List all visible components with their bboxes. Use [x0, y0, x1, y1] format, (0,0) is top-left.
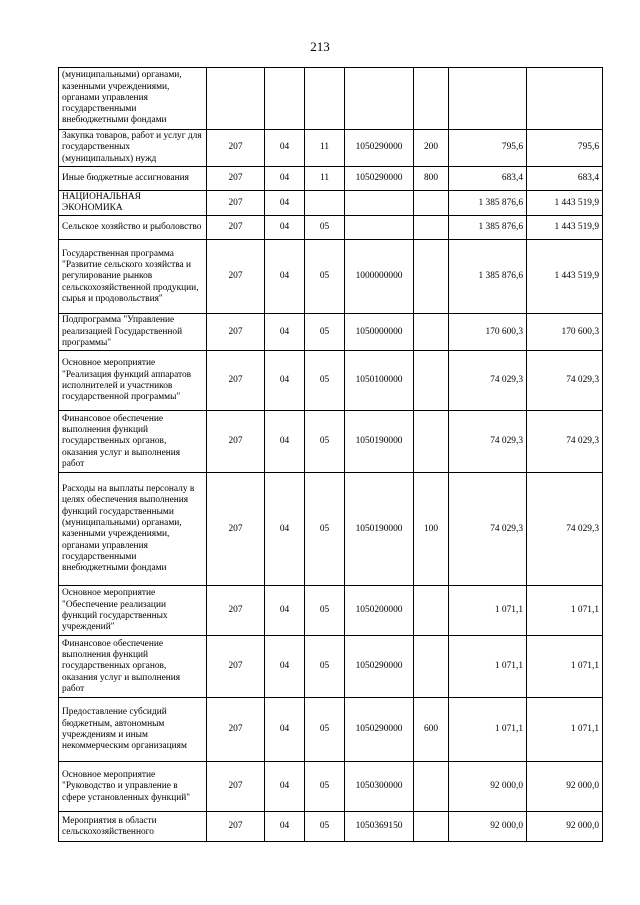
- expense-type-code: 100: [414, 473, 449, 586]
- target-article-code: 1050290000: [345, 636, 414, 698]
- amount-year-1: [449, 68, 527, 130]
- amount-year-1: 1 071,1: [449, 698, 527, 762]
- target-article-code: 1050290000: [345, 130, 414, 167]
- amount-year-1: 74 029,3: [449, 473, 527, 586]
- amount-year-1: 92 000,0: [449, 812, 527, 842]
- section-code: 04: [265, 130, 305, 167]
- subsection-code: 05: [305, 762, 345, 812]
- subsection-code: 05: [305, 351, 345, 411]
- amount-year-2: 92 000,0: [527, 812, 603, 842]
- amount-year-2: 1 071,1: [527, 586, 603, 636]
- amount-year-1: 170 600,3: [449, 314, 527, 351]
- amount-year-2: 1 443 519,9: [527, 240, 603, 314]
- section-code: 04: [265, 812, 305, 842]
- amount-year-1: 1 071,1: [449, 586, 527, 636]
- subsection-code: 11: [305, 130, 345, 167]
- expense-type-code: 600: [414, 698, 449, 762]
- amount-year-2: [527, 68, 603, 130]
- ministry-code: 207: [207, 698, 265, 762]
- expense-type-code: [414, 190, 449, 216]
- row-name: Основное мероприятие "Реализация функций аппаратов исполнителей и участников государственной программы": [59, 351, 207, 411]
- amount-year-1: 74 029,3: [449, 351, 527, 411]
- target-article-code: 1050200000: [345, 586, 414, 636]
- row-name: Финансовое обеспечение выполнения функций государственных органов, оказания услуг и выполнения работ: [59, 411, 207, 473]
- table-row: [59, 762, 603, 812]
- expense-type-code: [414, 351, 449, 411]
- ministry-code: 207: [207, 166, 265, 190]
- target-article-code: 1050000000: [345, 314, 414, 351]
- expense-type-code: [414, 216, 449, 240]
- subsection-code: [305, 68, 345, 130]
- row-name: Финансовое обеспечение выполнения функций государственных органов, оказания услуг и выполнения работ: [59, 636, 207, 698]
- amount-year-1: 1 385 876,6: [449, 190, 527, 216]
- target-article-code: [345, 216, 414, 240]
- row-name: Закупка товаров, работ и услуг для государственных (муниципальных) нужд: [59, 130, 207, 167]
- amount-year-1: 1 385 876,6: [449, 216, 527, 240]
- amount-year-2: 1 443 519,9: [527, 190, 603, 216]
- row-name: Основное мероприятие "Обеспечение реализации функций государственных учреждений": [59, 586, 207, 636]
- table-row: [59, 812, 603, 842]
- table-row: [59, 411, 603, 473]
- amount-year-2: 1 071,1: [527, 698, 603, 762]
- row-name: Государственная программа "Развитие сельского хозяйства и регулирование рынков сельскохозяйственной продукции, сырья и продовольствия": [59, 240, 207, 314]
- subsection-code: 05: [305, 216, 345, 240]
- amount-year-1: 795,6: [449, 130, 527, 167]
- table-row: [59, 473, 603, 586]
- ministry-code: 207: [207, 190, 265, 216]
- target-article-code: 1050190000: [345, 473, 414, 586]
- amount-year-2: 74 029,3: [527, 411, 603, 473]
- amount-year-1: 74 029,3: [449, 411, 527, 473]
- target-article-code: 1050300000: [345, 762, 414, 812]
- amount-year-2: 92 000,0: [527, 762, 603, 812]
- amount-year-1: 92 000,0: [449, 762, 527, 812]
- table-row: [59, 586, 603, 636]
- expense-type-code: [414, 314, 449, 351]
- table-row: [59, 68, 603, 130]
- row-name: Иные бюджетные ассигнования: [59, 166, 207, 190]
- subsection-code: 05: [305, 314, 345, 351]
- ministry-code: 207: [207, 411, 265, 473]
- subsection-code: 05: [305, 473, 345, 586]
- ministry-code: 207: [207, 762, 265, 812]
- page-number: 213: [310, 39, 330, 54]
- row-name: Основное мероприятие "Руководство и управление в сфере установленных функций": [59, 762, 207, 812]
- amount-year-1: 1 385 876,6: [449, 240, 527, 314]
- ministry-code: 207: [207, 812, 265, 842]
- section-code: 04: [265, 216, 305, 240]
- ministry-code: 207: [207, 636, 265, 698]
- expense-type-code: [414, 240, 449, 314]
- expense-type-code: [414, 68, 449, 130]
- table-row: [59, 636, 603, 698]
- table-row: [59, 314, 603, 351]
- amount-year-1: 683,4: [449, 166, 527, 190]
- section-code: 04: [265, 411, 305, 473]
- ministry-code: 207: [207, 130, 265, 167]
- row-name: Сельское хозяйство и рыболовство: [59, 216, 207, 240]
- ministry-code: 207: [207, 216, 265, 240]
- expense-type-code: [414, 812, 449, 842]
- section-code: 04: [265, 636, 305, 698]
- target-article-code: 1050100000: [345, 351, 414, 411]
- ministry-code: 207: [207, 314, 265, 351]
- subsection-code: [305, 190, 345, 216]
- row-name: Расходы на выплаты персоналу в целях обеспечения выполнения функций государственными (муниципальными) органами, казенными учреждениями, органами управления государственными внебюджетными фондами: [59, 473, 207, 586]
- table-row: [59, 190, 603, 216]
- section-code: 04: [265, 586, 305, 636]
- table-row: [59, 351, 603, 411]
- subsection-code: 05: [305, 698, 345, 762]
- section-code: 04: [265, 190, 305, 216]
- row-name: (муниципальными) органами, казенными учреждениями, органами управления государственными внебюджетными фондами: [59, 68, 207, 130]
- table-row: [59, 130, 603, 167]
- amount-year-1: 1 071,1: [449, 636, 527, 698]
- section-code: 04: [265, 166, 305, 190]
- section-code: 04: [265, 314, 305, 351]
- target-article-code: 1050290000: [345, 166, 414, 190]
- subsection-code: 05: [305, 812, 345, 842]
- ministry-code: 207: [207, 351, 265, 411]
- row-name: Предоставление субсидий бюджетным, автономным учреждениям и иным некоммерческим организациям: [59, 698, 207, 762]
- amount-year-2: 683,4: [527, 166, 603, 190]
- section-code: 04: [265, 473, 305, 586]
- row-name: НАЦИОНАЛЬНАЯ ЭКОНОМИКА: [59, 190, 207, 216]
- expense-type-code: [414, 586, 449, 636]
- target-article-code: [345, 190, 414, 216]
- section-code: [265, 68, 305, 130]
- ministry-code: 207: [207, 240, 265, 314]
- section-code: 04: [265, 240, 305, 314]
- table-row: [59, 240, 603, 314]
- amount-year-2: 1 443 519,9: [527, 216, 603, 240]
- budget-table: [58, 67, 603, 842]
- expense-type-code: 200: [414, 130, 449, 167]
- amount-year-2: 74 029,3: [527, 473, 603, 586]
- row-name: Подпрограмма "Управление реализацией Государственной программы": [59, 314, 207, 351]
- table-row: [59, 216, 603, 240]
- expense-type-code: [414, 636, 449, 698]
- amount-year-2: 170 600,3: [527, 314, 603, 351]
- expense-type-code: 800: [414, 166, 449, 190]
- ministry-code: 207: [207, 586, 265, 636]
- target-article-code: 1050190000: [345, 411, 414, 473]
- ministry-code: [207, 68, 265, 130]
- target-article-code: 1000000000: [345, 240, 414, 314]
- amount-year-2: 795,6: [527, 130, 603, 167]
- subsection-code: 11: [305, 166, 345, 190]
- subsection-code: 05: [305, 636, 345, 698]
- section-code: 04: [265, 351, 305, 411]
- subsection-code: 05: [305, 240, 345, 314]
- row-name: Мероприятия в области сельскохозяйственного: [59, 812, 207, 842]
- table-row: [59, 698, 603, 762]
- target-article-code: [345, 68, 414, 130]
- section-code: 04: [265, 698, 305, 762]
- subsection-code: 05: [305, 411, 345, 473]
- target-article-code: 1050290000: [345, 698, 414, 762]
- amount-year-2: 74 029,3: [527, 351, 603, 411]
- target-article-code: 1050369150: [345, 812, 414, 842]
- section-code: 04: [265, 762, 305, 812]
- ministry-code: 207: [207, 473, 265, 586]
- amount-year-2: 1 071,1: [527, 636, 603, 698]
- subsection-code: 05: [305, 586, 345, 636]
- expense-type-code: [414, 762, 449, 812]
- expense-type-code: [414, 411, 449, 473]
- table-row: [59, 166, 603, 190]
